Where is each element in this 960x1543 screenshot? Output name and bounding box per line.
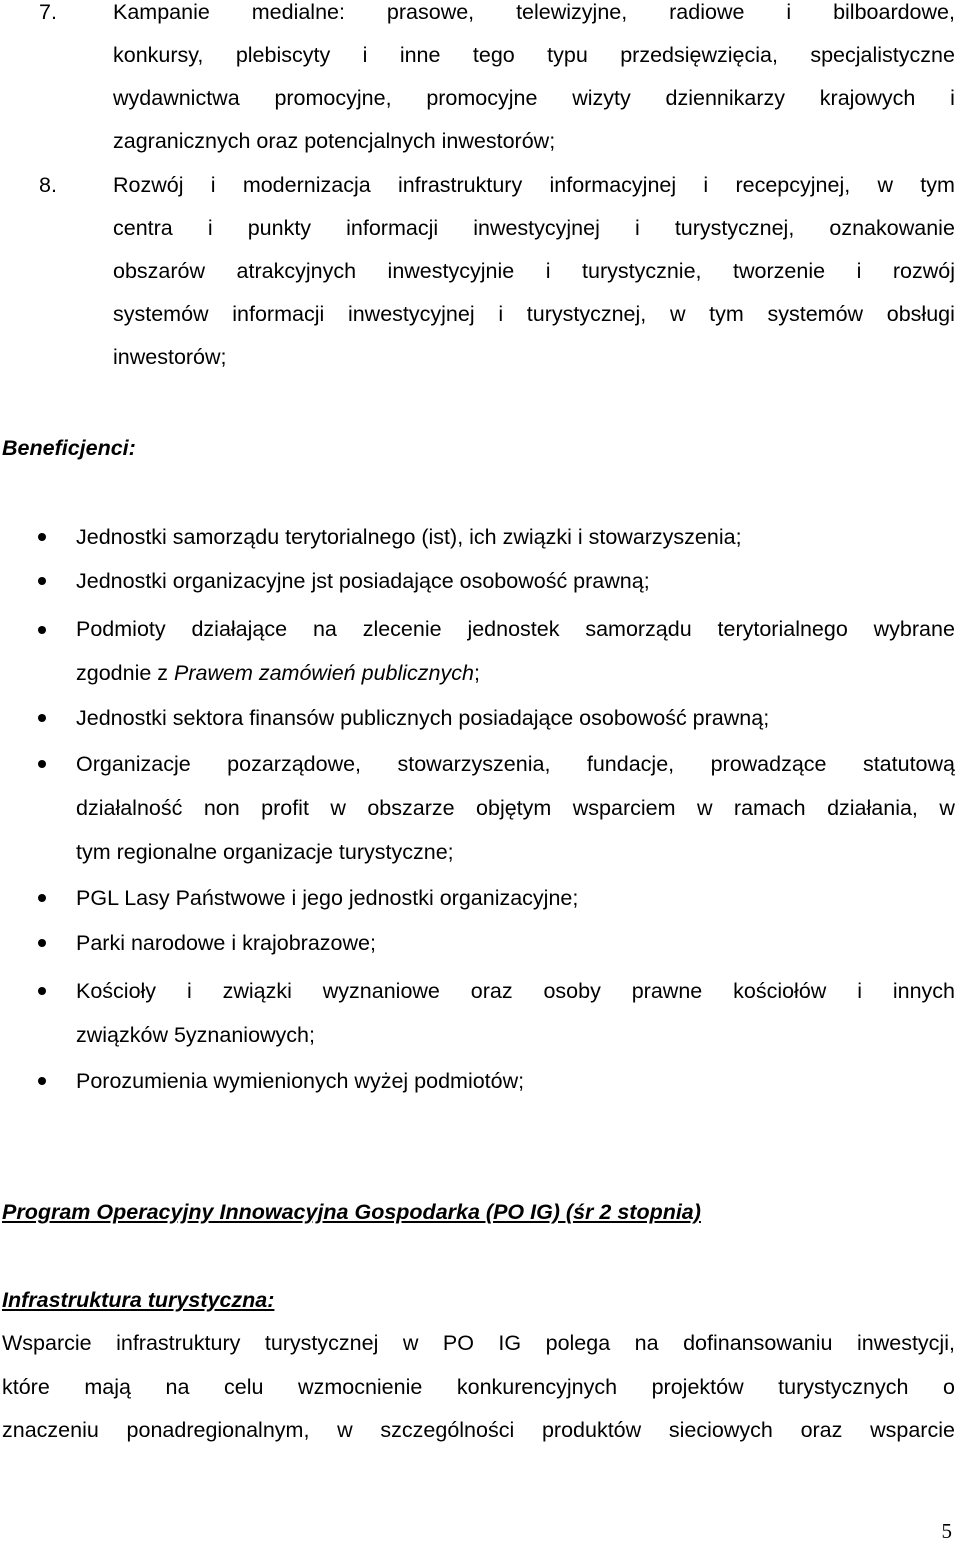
page-number: 5 [941, 1519, 952, 1543]
list-item: Organizacje pozarządowe, stowarzyszenia, fundacje, prowadzące statutową [76, 752, 955, 776]
item-line: Rozwój i modernizacja infrastruktury informacyjnej i recepcyjnej, w tym [113, 173, 955, 197]
list-item: Jednostki organizacyjne jst posiadające osobowość prawną; [76, 569, 650, 593]
list-item: Jednostki sektora finansów publicznych posiadające osobowość prawną; [76, 706, 770, 730]
bullet-icon [38, 626, 46, 634]
item-line: centra i punkty informacji inwestycyjnej i turystycznej, oznakowanie [113, 216, 955, 240]
bullet-icon [38, 533, 46, 541]
bullet-icon [38, 987, 46, 995]
item-line: Kampanie medialne: prasowe, telewizyjne, radiowe i bilboardowe, [113, 0, 955, 24]
bullet-icon [38, 939, 46, 947]
bullet-icon [38, 760, 46, 768]
list-item: Podmioty działające na zlecenie jednostek samorządu terytorialnego wybrane [76, 617, 955, 641]
item-line: systemów informacji inwestycyjnej i turystycznej, w tym systemów obsługi [113, 302, 955, 326]
list-item: Porozumienia wymienionych wyżej podmiotów; [76, 1069, 525, 1093]
paragraph-line: Wsparcie infrastruktury turystycznej w PO IG polega na dofinansowaniu inwestycji, [2, 1331, 955, 1355]
beneficiaries-heading: Beneficjenci: [2, 436, 136, 460]
bullet-icon [38, 577, 46, 585]
item-line: zagranicznych oraz potencjalnych inwestorów; [113, 129, 556, 153]
list-item: Jednostki samorządu terytorialnego (ist), ich związki i stowarzyszenia; [76, 525, 742, 549]
item-line: inwestorów; [113, 345, 227, 369]
list-item: Kościoły i związki wyznaniowe oraz osoby prawne kościołów i innych [76, 979, 955, 1003]
bullet-icon [38, 894, 46, 902]
item-line: obszarów atrakcyjnych inwestycyjnie i turystycznie, tworzenie i rozwój [113, 259, 955, 283]
program-heading: Program Operacyjny Innowacyjna Gospodarka (PO IG) (śr 2 stopnia) [2, 1200, 701, 1224]
list-item-continuation: związków 5yznaniowych; [76, 1023, 315, 1047]
list-item-continuation: tym regionalne organizacje turystyczne; [76, 840, 454, 864]
paragraph-line: znaczeniu ponadregionalnym, w szczególności produktów sieciowych oraz wsparcie [2, 1418, 955, 1442]
list-item: Parki narodowe i krajobrazowe; [76, 931, 376, 955]
paragraph-line: które mają na celu wzmocnienie konkurencyjnych projektów turystycznych o [2, 1375, 955, 1399]
item-line: wydawnictwa promocyjne, promocyjne wizyty dziennikarzy krajowych i [113, 86, 955, 110]
bullet-icon [38, 714, 46, 722]
item-line: konkursy, plebiscyty i inne tego typu przedsięwzięcia, specjalistyczne [113, 43, 955, 67]
infra-heading: Infrastruktura turystyczna: [2, 1288, 275, 1312]
bullet-icon [38, 1077, 46, 1085]
list-item-continuation: działalność non profit w obszarze objętym wsparciem w ramach działania, w [76, 796, 955, 820]
list-item-continuation: zgodnie z Prawem zamówień publicznych; [76, 661, 480, 685]
item-number: 7. [39, 0, 57, 24]
list-item: PGL Lasy Państwowe i jego jednostki organizacyjne; [76, 886, 579, 910]
item-number: 8. [39, 173, 57, 197]
